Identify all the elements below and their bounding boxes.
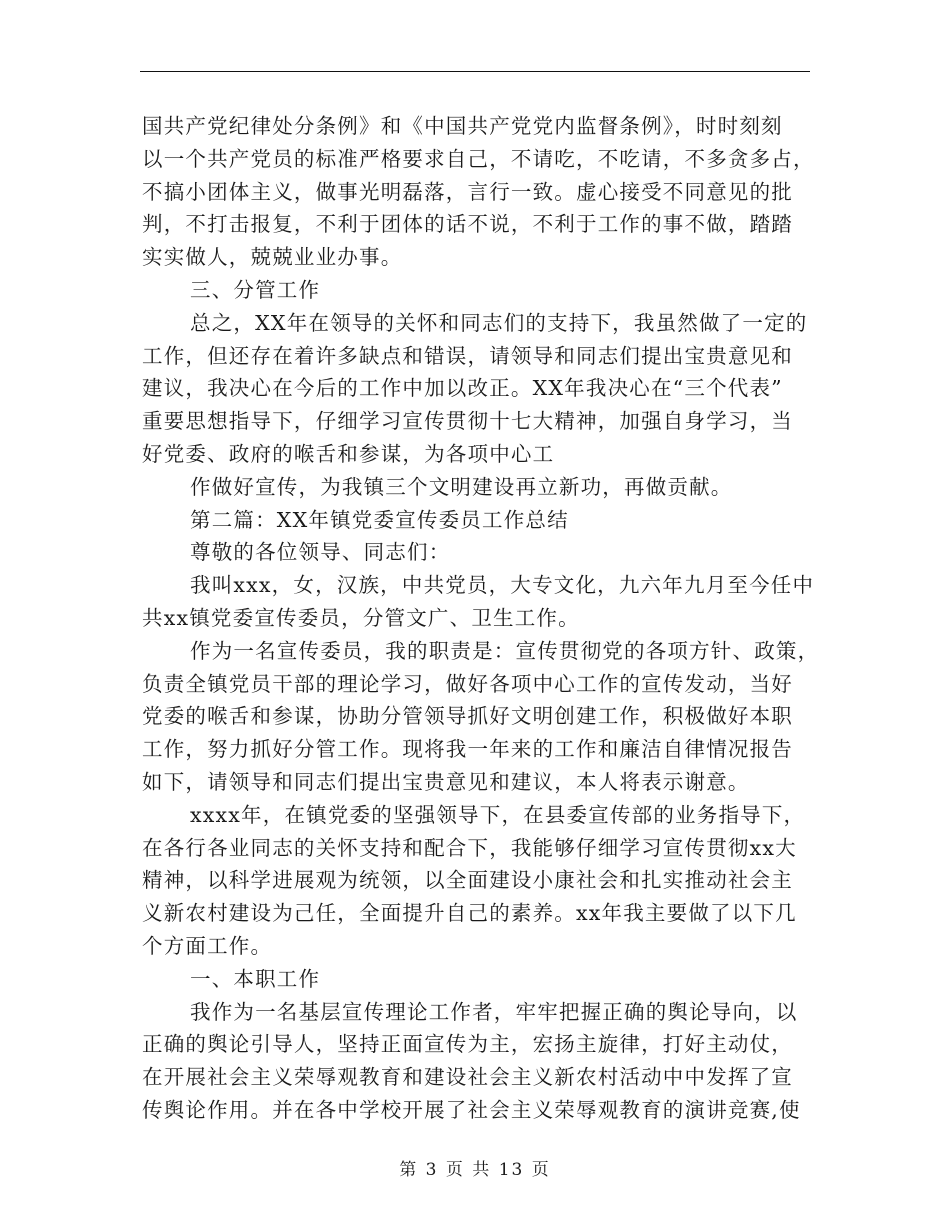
text-line: 党委的喉舌和参谋，协助分管领导抓好文明创建工作，积极做好本职 [142, 704, 793, 729]
text-line: 我作为一名基层宣传理论工作者，牢牢把握正确的舆论导向，以 [190, 999, 798, 1024]
text-line: 义新农村建设为己任，全面提升自己的素养。xx年我主要做了以下几 [142, 901, 797, 926]
text-line: 国共产党纪律处分条例》和《中国共产党党内监督条例》，时时刻刻 [142, 114, 783, 138]
text-line: 正确的舆论引导人，坚持正面宣传为主，宏扬主旋律，打好主动仗， [142, 1032, 793, 1057]
text-line: 工作，但还存在着许多缺点和错误，请领导和同志们提出宝贵意见和 [142, 343, 793, 368]
text-line: 尊敬的各位领导、同志们： [190, 540, 451, 565]
text-line: 判，不打击报复，不利于团体的话不说，不利于工作的事不做，踏踏 [142, 212, 793, 237]
text-line: 我叫xxx，女，汉族，中共党员，大专文化，九六年九月至今任中 [190, 573, 815, 598]
document-body [142, 110, 820, 1127]
text-line: xxxx年，在镇党委的坚强领导下，在县委宣传部的业务指导下， [190, 802, 806, 827]
text-line: 如下，请领导和同志们提出宝贵意见和建议，本人将表示谢意。 [142, 769, 750, 794]
text-line: 负责全镇党员干部的理论学习，做好各项中心工作的宣传发动，当好 [142, 671, 793, 696]
text-line: 在开展社会主义荣辱观教育和建设社会主义新农村活动中中发挥了宣 [142, 1065, 793, 1090]
text-line: 三、分管工作 [190, 277, 321, 302]
text-line: 总之，XX年在领导的关怀和同志们的支持下，我虽然做了一定的 [190, 310, 808, 335]
text-line: 共xx镇党委宣传委员，分管文广、卫生工作。 [142, 605, 580, 630]
text-line: 重要思想指导下，仔细学习宣传贯彻十七大精神，加强自身学习，当 [142, 409, 793, 434]
text-line: 不搞小团体主义，做事光明磊落，言行一致。虚心接受不同意见的批 [142, 179, 793, 204]
page-number: 第 3 页 共 13 页 [399, 1160, 551, 1180]
text-line: 个方面工作。 [142, 933, 273, 958]
text-line: 作做好宣传，为我镇三个文明建设再立新功，再做贡献。 [190, 474, 733, 499]
text-line: 实实做人，兢兢业业办事。 [142, 245, 403, 270]
text-line: 好党委、政府的喉舌和参谋，为各项中心工 [142, 441, 555, 466]
text-line: 精神，以科学进展观为统领，以全面建设小康社会和扎实推动社会主 [142, 868, 793, 893]
header-rule [140, 71, 810, 72]
text-line: 传舆论作用。并在各中学校开展了社会主义荣辱观教育的演讲竞赛,使 [142, 1097, 801, 1122]
text-line: 建议，我决心在今后的工作中加以改正。XX年我决心在“三个代表” [142, 376, 783, 401]
text-line: 在各行各业同志的关怀支持和配合下，我能够仔细学习宣传贯彻xx大 [142, 835, 797, 860]
text-line: 工作，努力抓好分管工作。现将我一年来的工作和廉洁自律情况报告 [142, 737, 793, 762]
text-line: 一、本职工作 [190, 966, 321, 991]
text-line: 以一个共产党员的标准严格要求自己，不请吃，不吃请，不多贪多占， [142, 146, 815, 171]
text-line: 作为一名宣传委员，我的职责是：宣传贯彻党的各项方针、政策， [190, 638, 820, 663]
text-line: 第二篇：XX年镇党委宣传委员工作总结 [190, 507, 569, 532]
